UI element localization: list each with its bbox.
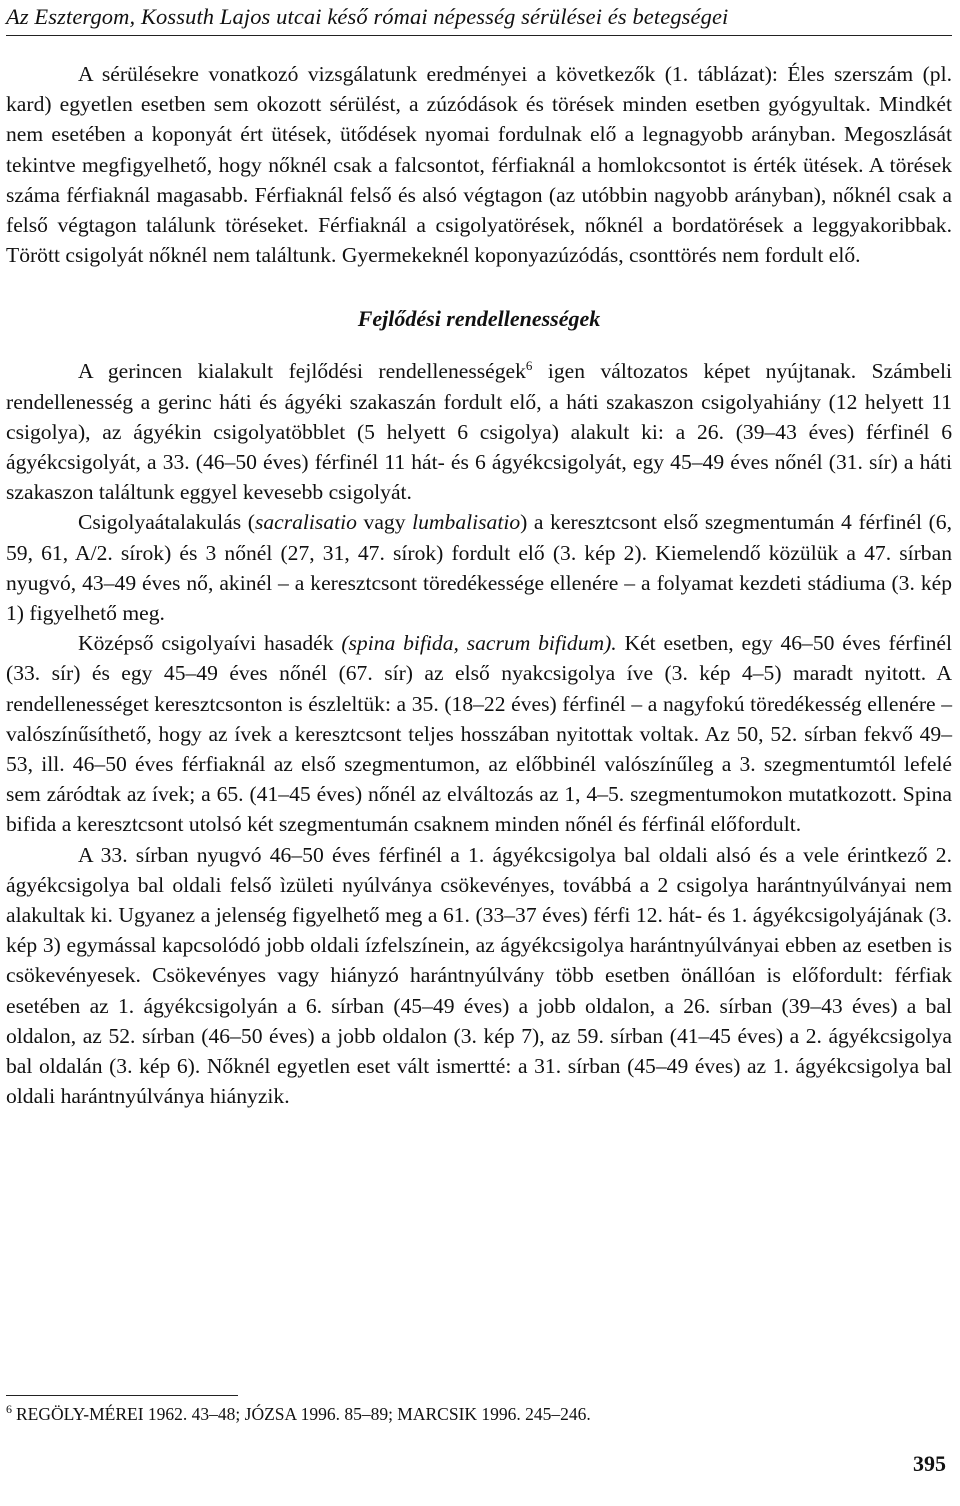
latin-term: sacralisatio xyxy=(254,510,357,535)
paragraph-text: Csigolyaátalakulás ( xyxy=(78,510,255,535)
running-header: Az Esztergom, Kossuth Lajos utcai késő római népesség sérülései és betegségei xyxy=(6,4,729,29)
footnote-rule xyxy=(6,1395,238,1396)
paragraph-text: A gerincen kialakult fejlődési rendellenességek xyxy=(78,359,526,384)
page-number: 395 xyxy=(913,1451,946,1476)
latin-term: (spina bifida, sacrum bifidum). xyxy=(341,631,617,656)
paragraph-text: vagy xyxy=(356,510,413,535)
footnote-text: REGÖLY-MÉREI 1962. 43–48; JÓZSA 1996. 85–89; MARCSIK 1996. 245–246. xyxy=(16,1404,591,1424)
paragraph-spina-bifida xyxy=(6,628,952,839)
footnote xyxy=(6,1401,946,1427)
footnote-reference: 6 xyxy=(525,358,533,374)
paragraph-spine-anomalies xyxy=(6,356,952,507)
paragraph-text: igen változatos képet nyújtanak. Számbeli rendellenesség a gerinc háti és ágyéki szakaszán fordult elő, a háti szakaszon csigolyahiány (12 helyett 11 csigolya), az ágyékin csigolyatöbblet (5 helyett 6 csigolya) alakult ki: a 26. (39–43 éves) férfinél 6 ágyékcsigolyát, a 33. (46–50 éves) férfinél 11 hát- és 6 ágyékcsigolyát, egy 45–49 éves nőnél (31. sír) a háti szakaszon találtunk eggyel kevesebb csigolyát. xyxy=(6,359,952,505)
paragraph-text: Középső csigolyaívi hasadék xyxy=(78,631,342,656)
paragraph-text: ) a keresztcsont első szegmentumán 4 férfinél (6, 59, 61, A/2. sírok) és 3 nőnél (27, 31, 47. sírok) fordult elő (3. kép 2). Kiemelendő közülük a 47. sírban nyugvó, 43–49 éves nő, akinél – a keresztcsont töredékessége ellenére – a folyamat kezdeti stádiuma (3. kép 1) figyelhető meg. xyxy=(6,510,952,626)
paragraph-vertebral-transition xyxy=(6,507,952,628)
latin-term: lumbalisatio xyxy=(412,510,521,535)
paragraph-injuries: A sérülésekre vonatkozó vizsgálatunk eredményei a következők (1. táblázat): Éles szerszám (pl. kard) egyetlen esetben sem okozott sérülést, a zúzódások és törések minden esetben gyógyultak. Mindkét nem esetében a koponyát ért ütések, ütődések nyomai fordulnak elő a legnagyobb arányban. Megoszlását tekintve megfigyelhető, hogy nőknél csak a falcsontot, férfiaknál a homlokcsontot is érték ütések. A törések száma férfiaknál magasabb. Férfiaknál felső és alsó végtagon (az utóbbin nagyobb arányban), nőknél csak a felső végtagon találunk töréseket. Férfiaknál a csigolyatörések, nőknél a bordatörések a leggyakoribbak. Törött csigolyát nőknél nem találtunk. Gyermekeknél koponyazúzódás, csonttörés nem fordult elő. xyxy=(6,62,952,268)
header-rule xyxy=(6,35,952,36)
paragraph-text: Két esetben, egy 46–50 éves férfinél (33. sír) és egy 45–49 éves nőnél (67. sír) az első nyakcsigolya íve (3. kép 4–5) maradt nyitott. A rendellenességet keresztcsonton is észleltük: a 35. (18–22 éves) férfinél – a nagyfokú töredékesség ellenére – valószínűsíthető, hogy az ívek a keresztcsont teljes hosszában nyitottak voltak. Az 50, 52. sírban fekvő 49–53, ill. 46–50 éves férfiaknál az első szegmentumon, az előbbinél valószínűleg a 3. szegmentumtól lefelé sem záródtak az ívek; a 65. (41–45 éves) nőnél az elváltozás az 1, 4–5. szegmentumokon mutatkozott. Spina bifida a keresztcsont utolsó két szegmentumán csaknem minden nőnél és férfinál előfordult. xyxy=(6,631,952,837)
paragraph-transverse-processes: A 33. sírban nyugvó 46–50 éves férfinél a 1. ágyékcsigolya bal oldali alsó és a vele érintkező 2. ágyékcsigolya bal oldali felső ìzületi nyúlványa csökevényes, továbbá a 2 csigolya harántnyúlványai nem alakultak ki. Ugyanez a jelenség figyelhető meg a 61. (33–37 éves) férfi 12. hát- és 1. ágyékcsigolyájának (3. kép 3) egymással kapcsolódó jobb oldali ízfelszínein, az ágyékcsigolya harántnyúlványai ebben az esetben is csökevényesek. Csökevényes vagy hiányzó harántnyúlvány több esetben önállóan is előfordult: férfiak esetében az 1. ágyékcsigolyán a 6. sírban (45–49 éves) a jobb oldalon, a 26. sírban (39–43 éves) a bal oldalon, az 52. sírban (46–50 éves) a jobb oldalon (3. kép 7), az 59. sírban (41–45 éves) a 2. ágyékcsigolya bal oldalán (3. kép 6). Nőknél egyetlen eset vált ismertté: a 31. sírban (45–49 éves) az 1. ágyékcsigolya bal oldali harántnyúlványa hiányzik. xyxy=(6,842,952,1109)
body-text xyxy=(6,59,952,1112)
footnote-mark: 6 xyxy=(6,1402,12,1416)
section-title: Fejlődési rendellenességek xyxy=(357,306,601,332)
